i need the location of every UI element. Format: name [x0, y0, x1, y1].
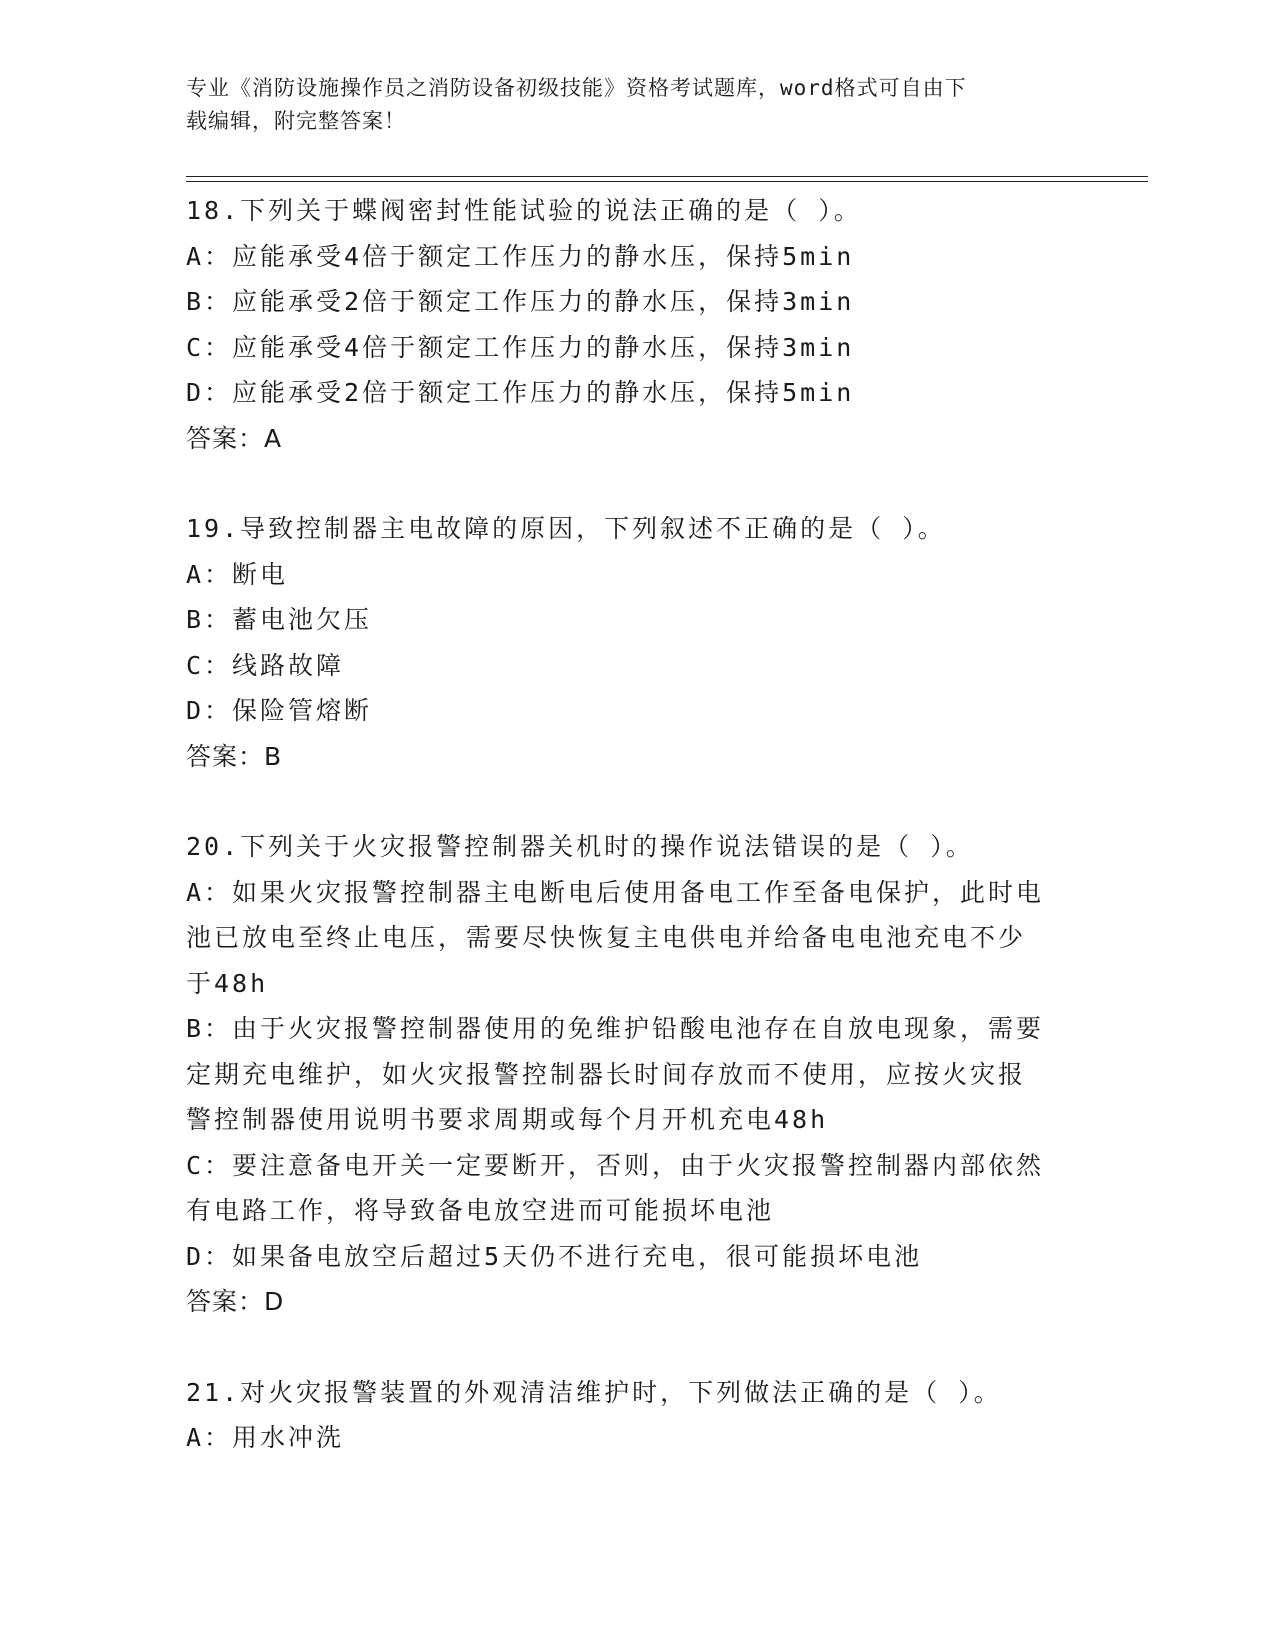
option-c-line-1: C：要注意备电开关一定要断开，否则，由于火灾报警控制器内部依然	[186, 1150, 1045, 1180]
option-c	[186, 1143, 1086, 1234]
option-b: B：蓄电池欠压	[186, 605, 373, 634]
question-19	[186, 506, 1086, 779]
option-c: C：线路故障	[186, 650, 345, 680]
option-b: B：应能承受2倍于额定工作压力的静水压，保持3min	[186, 287, 855, 316]
question-21	[186, 1370, 1086, 1461]
question-20	[186, 824, 1086, 1325]
option-a: A：断电	[186, 559, 289, 589]
header-divider-top	[186, 176, 1148, 177]
option-b-line-2: 定期充电维护，如火灾报警控制器长时间存放而不使用，应按火灾报	[186, 1059, 1027, 1089]
option-b	[186, 1006, 1086, 1143]
option-a: A：用水冲洗	[186, 1423, 345, 1452]
question-stem: 21.对火灾报警装置的外观清洁维护时，下列做法正确的是（ ）。	[186, 1377, 1002, 1407]
header-line-1: 专业《消防设施操作员之消防设备初级技能》资格考试题库，word格式可自由下	[186, 76, 967, 100]
question-18	[186, 188, 1086, 461]
option-d	[186, 1234, 1086, 1280]
option-a-line-3: 于48h	[186, 968, 269, 998]
header-line-2: 载编辑，附完整答案！	[186, 109, 406, 133]
question-stem: 19.导致控制器主电故障的原因，下列叙述不正确的是（ ）。	[186, 514, 946, 543]
answer: 答案：B	[186, 741, 283, 771]
option-b-line-3: 警控制器使用说明书要求周期或每个月开机充电48h	[186, 1105, 829, 1134]
document-header	[186, 72, 1066, 138]
option-a	[186, 870, 1086, 1007]
header-divider-bottom	[186, 181, 1148, 182]
option-d-line-1: D：如果备电放空后超过5天仍不进行充电，很可能损坏电池	[186, 1241, 923, 1271]
question-list	[186, 188, 1086, 1461]
option-a-line-2: 池已放电至终止电压，需要尽快恢复主电供电并给备电电池充电不少	[186, 923, 1027, 952]
answer: 答案：D	[186, 1287, 285, 1316]
option-c-line-2: 有电路工作，将导致备电放空进而可能损坏电池	[186, 1196, 775, 1225]
option-a: A：应能承受4倍于额定工作压力的静水压，保持5min	[186, 241, 855, 271]
question-stem: 20.下列关于火灾报警控制器关机时的操作说法错误的是（ ）。	[186, 832, 974, 861]
question-stem: 18.下列关于蝶阀密封性能试验的说法正确的是（ ）。	[186, 196, 862, 225]
option-a-line-1: A：如果火灾报警控制器主电断电后使用备电工作至备电保护，此时电	[186, 877, 1045, 907]
option-d: D：保险管熔断	[186, 696, 373, 725]
option-c: C：应能承受4倍于额定工作压力的静水压，保持3min	[186, 332, 855, 362]
answer: 答案：A	[186, 423, 283, 453]
option-b-line-1: B：由于火灾报警控制器使用的免维护铅酸电池存在自放电现象，需要	[186, 1014, 1045, 1043]
option-d: D：应能承受2倍于额定工作压力的静水压，保持5min	[186, 378, 855, 407]
